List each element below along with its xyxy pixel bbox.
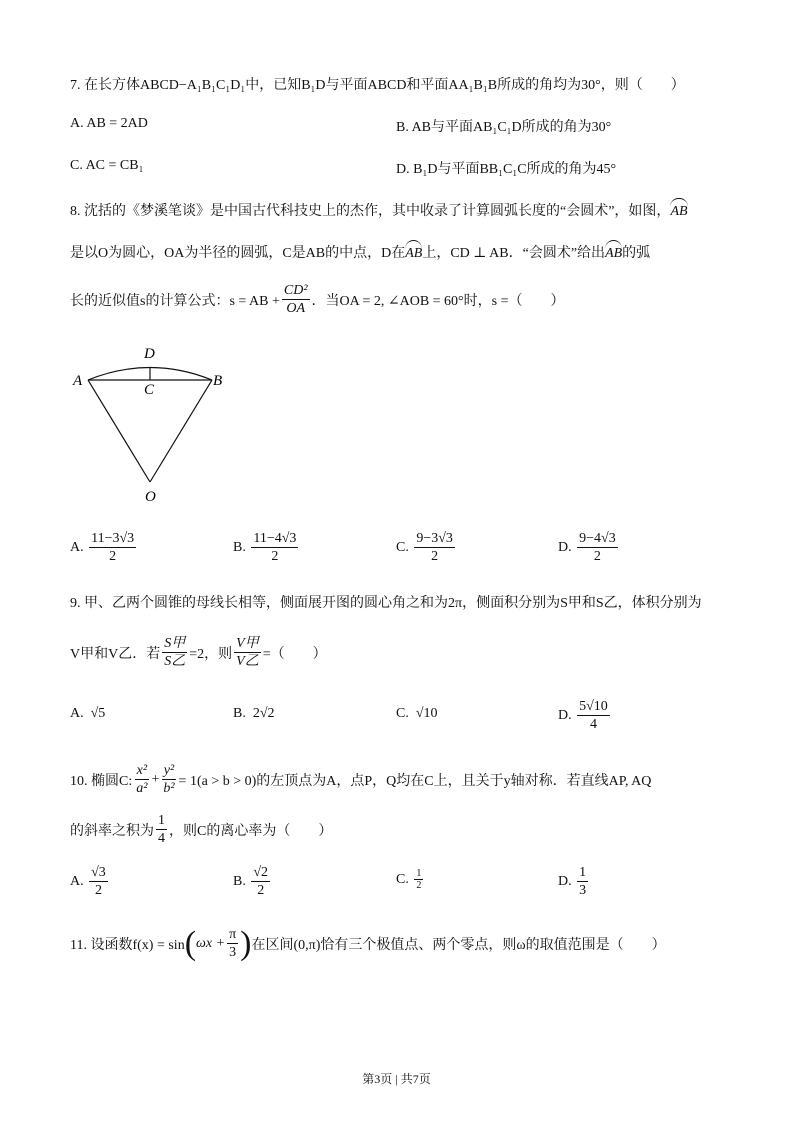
option-value: 2√2 bbox=[252, 706, 275, 721]
denominator: 3 bbox=[229, 945, 237, 960]
option-fraction bbox=[577, 864, 588, 899]
option-label: D. bbox=[558, 707, 572, 723]
option-label: B. bbox=[233, 706, 246, 721]
option-fraction bbox=[414, 530, 455, 565]
q9-text: =2，则 bbox=[189, 646, 233, 662]
option-fraction bbox=[251, 530, 298, 565]
option-label: A. bbox=[70, 539, 84, 555]
numerator: √3 bbox=[91, 865, 106, 880]
numerator: 1 bbox=[158, 813, 165, 828]
numerator: S甲 bbox=[164, 636, 186, 651]
q8-text: 是以O为圆心，OA为半径的圆弧，C是AB的中点，D在 bbox=[70, 246, 406, 261]
arc-ab: AB bbox=[605, 242, 622, 262]
denominator: 2 bbox=[94, 883, 102, 898]
numerator: 11−3√3 bbox=[91, 531, 135, 546]
numerator: CD² bbox=[283, 283, 308, 298]
q9-text: =（ ） bbox=[262, 646, 327, 662]
q11-inner: ωx + bbox=[196, 935, 226, 951]
option-label: D. bbox=[558, 539, 572, 555]
q9-line2 bbox=[70, 635, 327, 670]
denominator: OA bbox=[286, 301, 306, 316]
option-fraction bbox=[89, 864, 108, 899]
option-fraction bbox=[251, 864, 270, 899]
q10-text: 的斜率之积为 bbox=[70, 823, 154, 839]
q9-option-c bbox=[396, 706, 438, 722]
label-o: O bbox=[145, 489, 156, 505]
denominator: 2 bbox=[593, 549, 601, 564]
numerator: 11−4√3 bbox=[253, 531, 297, 546]
denominator: 2 bbox=[109, 549, 117, 564]
numerator: y² bbox=[163, 763, 175, 778]
option-fraction bbox=[577, 698, 610, 733]
option-fraction bbox=[414, 868, 423, 891]
q8-line3 bbox=[70, 282, 565, 317]
fraction-x bbox=[134, 762, 149, 797]
numerator: √2 bbox=[253, 865, 269, 880]
q10-text: ，则C的离心率为（ ） bbox=[169, 823, 333, 839]
option-label: C. bbox=[396, 706, 409, 721]
sector-figure bbox=[70, 340, 230, 510]
denominator: S乙 bbox=[164, 654, 186, 669]
q10-text: 10. 椭圆C: bbox=[70, 773, 133, 789]
label-a: A bbox=[73, 373, 83, 389]
numerator: 1 bbox=[579, 865, 587, 880]
option-label: A. bbox=[70, 706, 84, 721]
q8-text: 长的近似值s的计算公式：s = AB + bbox=[70, 293, 280, 309]
numerator: 5√10 bbox=[579, 699, 608, 714]
denominator: 4 bbox=[589, 717, 597, 732]
q10-option-d bbox=[558, 864, 590, 899]
q7-option-b: B. AB与平面AB₁C₁D所成的角为30° bbox=[396, 120, 612, 135]
option-label: C. bbox=[396, 871, 409, 887]
option-label: B. bbox=[233, 873, 246, 889]
q7-stem: 7. 在长方体ABCD−A₁B₁C₁D₁中，已知B₁D与平面ABCD和平面AA₁B₁B所成的角均为30°，则（ ） bbox=[70, 78, 685, 93]
option-label: C. bbox=[396, 539, 409, 555]
arc-ab: AB bbox=[405, 242, 422, 262]
q10-line2 bbox=[70, 812, 332, 847]
denominator: 2 bbox=[431, 549, 439, 564]
arc-ab: AB bbox=[670, 200, 687, 220]
q8-text: 上，CD ⊥ AB．“会圆术”给出 bbox=[422, 246, 606, 261]
q10-option-b bbox=[233, 864, 272, 899]
q8-text: 8. 沈括的《梦溪笔谈》是中国古代科技史上的杰作，其中收录了计算圆弧长度的“会圆术”，如图， bbox=[70, 204, 671, 219]
q8-text: ．当OA = 2, ∠AOB = 60°时，s =（ ） bbox=[311, 293, 565, 309]
q8-option-a bbox=[70, 530, 138, 565]
fraction-s bbox=[162, 635, 187, 670]
denominator: 3 bbox=[579, 883, 587, 898]
fraction-v bbox=[234, 635, 261, 670]
q8-option-c bbox=[396, 530, 457, 565]
option-value: √10 bbox=[415, 706, 438, 721]
numerator: 9−3√3 bbox=[416, 531, 453, 546]
denominator: V乙 bbox=[236, 654, 259, 669]
q10-option-a bbox=[70, 864, 110, 899]
q10-text: = 1(a > b > 0)的左顶点为A，点P，Q均在C上，且关于y轴对称．若直线AP, AQ bbox=[178, 773, 652, 789]
option-label: B. bbox=[233, 539, 246, 555]
page-footer: 第3页 | 共7页 bbox=[362, 1072, 431, 1086]
q7-option-c: C. AC = CB₁ bbox=[70, 158, 144, 173]
fraction-pi-3 bbox=[227, 926, 238, 961]
plus-sign: + bbox=[151, 771, 160, 787]
numerator: π bbox=[229, 927, 237, 942]
radius-oa bbox=[88, 380, 150, 482]
denominator: 2 bbox=[416, 880, 422, 891]
q9-text: V甲和V乙．若 bbox=[70, 646, 161, 662]
label-c: C bbox=[144, 382, 155, 398]
left-paren: ( bbox=[184, 924, 197, 962]
q8-line2 bbox=[70, 242, 650, 262]
q8-option-d bbox=[558, 530, 620, 565]
right-paren: ) bbox=[240, 924, 252, 962]
q9-line1: 9. 甲、乙两个圆锥的母线长相等，侧面展开图的圆心角之和为2π，侧面积分别为S甲和S乙，体积分别为 bbox=[70, 596, 702, 611]
q9-option-a bbox=[70, 706, 105, 722]
q9-option-b bbox=[233, 706, 275, 722]
numerator: 1 bbox=[416, 868, 422, 879]
option-fraction bbox=[89, 530, 136, 565]
q11-line bbox=[70, 926, 666, 961]
q11-text: 11. 设函数f(x) = sin bbox=[70, 937, 185, 953]
q8-option-b bbox=[233, 530, 300, 565]
denominator: 4 bbox=[158, 831, 165, 846]
q9-option-d bbox=[558, 698, 612, 733]
q8-line1 bbox=[70, 200, 688, 220]
label-d: D bbox=[144, 346, 155, 362]
numerator: 9−4√3 bbox=[579, 531, 616, 546]
denominator: 2 bbox=[257, 883, 265, 898]
label-b: B bbox=[213, 373, 223, 389]
q8-text: 的弧 bbox=[622, 246, 651, 261]
denominator: b² bbox=[163, 781, 175, 796]
denominator: a² bbox=[136, 781, 148, 796]
q7-option-a: A. AB = 2AD bbox=[70, 116, 148, 131]
q7-option-d: D. B₁D与平面BB₁C₁C所成的角为45° bbox=[396, 162, 617, 177]
fraction-quarter bbox=[156, 812, 167, 847]
q10-line1 bbox=[70, 762, 651, 797]
numerator: x² bbox=[136, 763, 148, 778]
q11-text: 在区间(0,π)恰有三个极值点、两个零点，则ω的取值范围是（ ） bbox=[251, 937, 666, 953]
q10-option-c bbox=[396, 868, 425, 891]
denominator: 2 bbox=[271, 549, 279, 564]
fraction-y bbox=[161, 762, 176, 797]
option-label: A. bbox=[70, 873, 84, 889]
option-value: √5 bbox=[90, 706, 106, 721]
option-label: D. bbox=[558, 873, 572, 889]
formula-fraction bbox=[282, 282, 310, 317]
option-fraction bbox=[577, 530, 618, 565]
radius-ob bbox=[150, 380, 212, 482]
numerator: V甲 bbox=[236, 636, 259, 651]
